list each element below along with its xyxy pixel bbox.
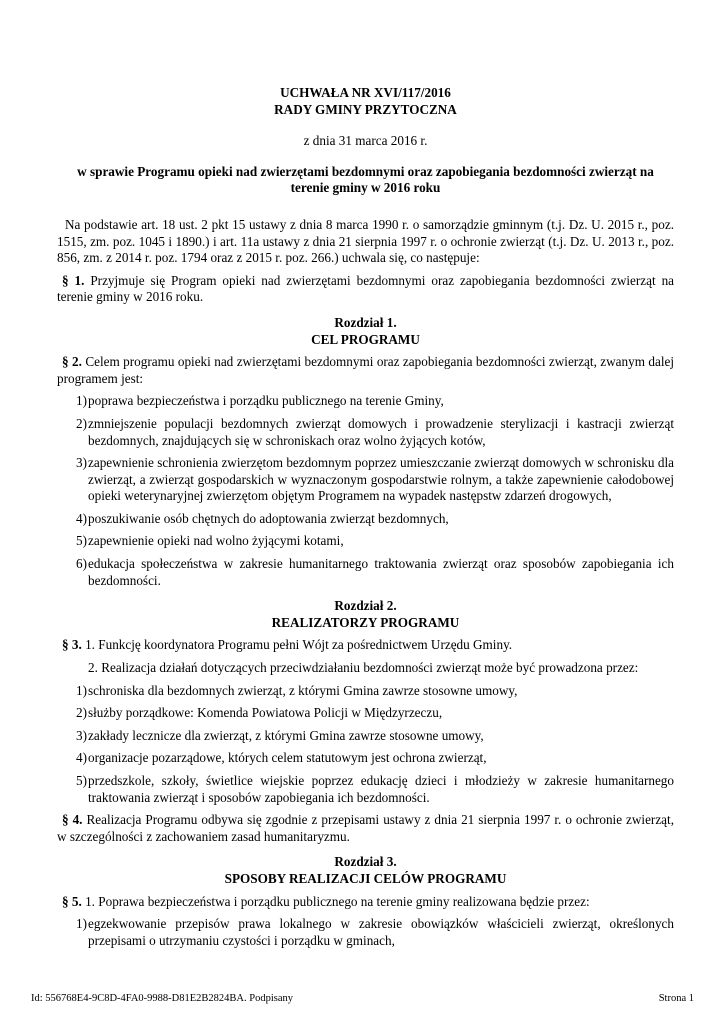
paragraph-5-label: § 5. (62, 893, 82, 909)
resolution-date: z dnia 31 marca 2016 r. (303, 133, 428, 149)
chapter-1-title: CEL PROGRAMU (311, 331, 420, 347)
paragraph-1 (57, 273, 674, 306)
list-item-number: 4) (76, 750, 87, 766)
council-name: RADY GMINY PRZYTOCZNA (274, 101, 457, 117)
list-item-text: organizacje pozarządowe, których celem statutowym jest ochrona zwierząt, (88, 750, 487, 766)
list-item-number: 1) (76, 916, 87, 932)
list-item-text: egzekwowanie przepisów prawa lokalnego w zakresie obowiązków właścicieli zwierząt, określonych przepisami o utrzymaniu czystości i porządku w gminach, (88, 916, 674, 948)
chapter-3-title: SPOSOBY REALIZACJI CELÓW PROGRAMU (224, 870, 507, 886)
list-item-text: poszukiwanie osób chętnych do adoptowania zwierząt bezdomnych, (88, 510, 449, 526)
list-item (57, 533, 674, 550)
list-item-text: schroniska dla bezdomnych zwierząt, z którymi Gmina zawrze stosowne umowy, (88, 682, 518, 698)
subject-line-2: terenie gminy w 2016 roku (290, 180, 441, 196)
list-item (57, 455, 674, 505)
list-item-number: 1) (76, 682, 87, 698)
paragraph-2 (57, 354, 674, 387)
list-item-number: 6) (76, 556, 87, 572)
list-item-text: zakłady lecznicze dla zwierząt, z którymi Gmina zawrze stosowne umowy, (88, 727, 484, 743)
list-item-number: 1) (76, 393, 87, 409)
resolution-number: UCHWAŁA NR XVI/117/2016 (280, 85, 451, 100)
list-item (57, 393, 674, 410)
chapter-1-label: Rozdział 1. (334, 314, 397, 330)
list-item-number: 3) (76, 727, 87, 743)
paragraph-4-text: Realizacja Programu odbywa się zgodnie z przepisami ustawy z dnia 21 sierpnia 1997 r. o ochronie zwierząt, w szczególności z zachowaniem zasad humanitaryzmu. (57, 812, 674, 844)
list-item-text: edukacja społeczeństwa w zakresie humanitarnego traktowania zwierząt oraz sposobów zapobiegania ich bezdomności. (88, 556, 674, 588)
list-item-text: zapewnienie schronienia zwierzętom bezdomnym poprzez umieszczanie zwierząt domowych w schronisku dla zwierząt, a zwierząt gospodarskich w wyznaczonym gospodarstwie rolnym, a także zapewnienie całodobowej opieki weterynaryjnej zwierzętom objętym Programem na wypadek następstw zdarzeń drogowych, (88, 455, 674, 504)
list-item (57, 416, 674, 449)
paragraph-3-label: § 3. (62, 637, 82, 653)
resolution-subject (57, 164, 674, 197)
paragraph-1-text: Przyjmuje się Program opieki nad zwierzętami bezdomnymi oraz zapobiegania bezdomności zwierząt na terenie gminy w 2016 roku. (57, 272, 675, 305)
list-item-number: 3) (76, 455, 87, 471)
list-item (57, 916, 674, 949)
chapter-2-heading (57, 598, 674, 631)
paragraph-3-point-2: 2. Realizacja działań dotyczących przeciwdziałaniu bezdomności zwierząt może być prowadzona przez: (88, 660, 639, 676)
list-item-text: zmniejszenie populacji bezdomnych zwierząt domowych i prowadzenie sterylizacji i kastracji zwierząt bezdomnych, znajdujących się w schroniskach oraz wolno żyjących kotów, (88, 415, 674, 448)
list-item (57, 511, 674, 528)
list-item (57, 750, 674, 767)
subject-line-1: w sprawie Programu opieki nad zwierzętami bezdomnymi oraz zapobiegania bezdomności zwierząt na (77, 163, 654, 179)
chapter-3-heading (57, 854, 674, 887)
paragraph-4 (57, 812, 674, 845)
chapter-3-label: Rozdział 3. (334, 854, 397, 870)
list-item-number: 5) (76, 773, 87, 788)
paragraph-2-text: Celem programu opieki nad zwierzętami bezdomnymi oraz zapobiegania bezdomności zwierząt, zwanym dalej programem jest: (57, 354, 674, 386)
paragraph-3-text: 1. Funkcję koordynatora Programu pełni Wójt za pośrednictwem Urzędu Gminy. (81, 637, 513, 653)
list-item (57, 683, 674, 700)
chapter-2-title: REALIZATORZY PROGRAMU (271, 614, 460, 630)
list-item-number: 4) (76, 510, 87, 526)
list-item-number: 2) (76, 705, 87, 721)
list-item-text: przedszkole, szkoły, świetlice wiejskie poprzez edukację dzieci i młodzieży w zakresie humanitarnego traktowania zwierząt i sposobów zapobiegania ich bezdomności. (88, 773, 674, 805)
paragraph-3 (57, 637, 674, 654)
list-item-text: służby porządkowe: Komenda Powiatowa Policji w Międzyrzeczu, (88, 705, 443, 721)
list-item-number: 2) (76, 415, 87, 431)
document-id: Id: 556768E4-9C8D-4FA0-9988-D81E2B2824BA. Podpisany (31, 993, 294, 1004)
list-item (57, 773, 674, 806)
paragraph-5-text: 1. Poprawa bezpieczeństwa i porządku publicznego na terenie gminy realizowana będzie przez: (81, 893, 590, 909)
paragraph-5 (57, 894, 674, 911)
list-item-number: 5) (76, 533, 87, 549)
paragraph-4-label: § 4. (62, 812, 83, 828)
list-item-text: poprawa bezpieczeństwa i porządku publicznego na terenie Gminy, (88, 393, 444, 409)
paragraph-2-label: § 2. (62, 354, 82, 370)
paragraph-1-label: § 1. (62, 272, 85, 288)
preamble: Na podstawie art. 18 ust. 2 pkt 15 ustawy z dnia 8 marca 1990 r. o samorządzie gminnym (t.j. Dz. U. 2015 r., poz. 1515, zm. poz. 1045 i 1890.) i art. 11a ustawy z dnia 21 sierpnia 1997 r. o ochronie zwierząt (t.j. Dz. U. 2013 r., poz. 856, zm. z 2014 r. poz. 1794 oraz z 2015 r. poz. 266.) uchwala się, co następuje: (57, 216, 674, 266)
document-content (57, 85, 674, 949)
list-item (57, 556, 674, 589)
list-item (57, 705, 674, 722)
chapter-2-label: Rozdział 2. (334, 598, 397, 614)
list-item (57, 728, 674, 745)
page-number: Strona 1 (658, 993, 694, 1004)
list-item-text: zapewnienie opieki nad wolno żyjącymi kotami, (88, 533, 344, 549)
chapter-1-heading (57, 315, 674, 348)
